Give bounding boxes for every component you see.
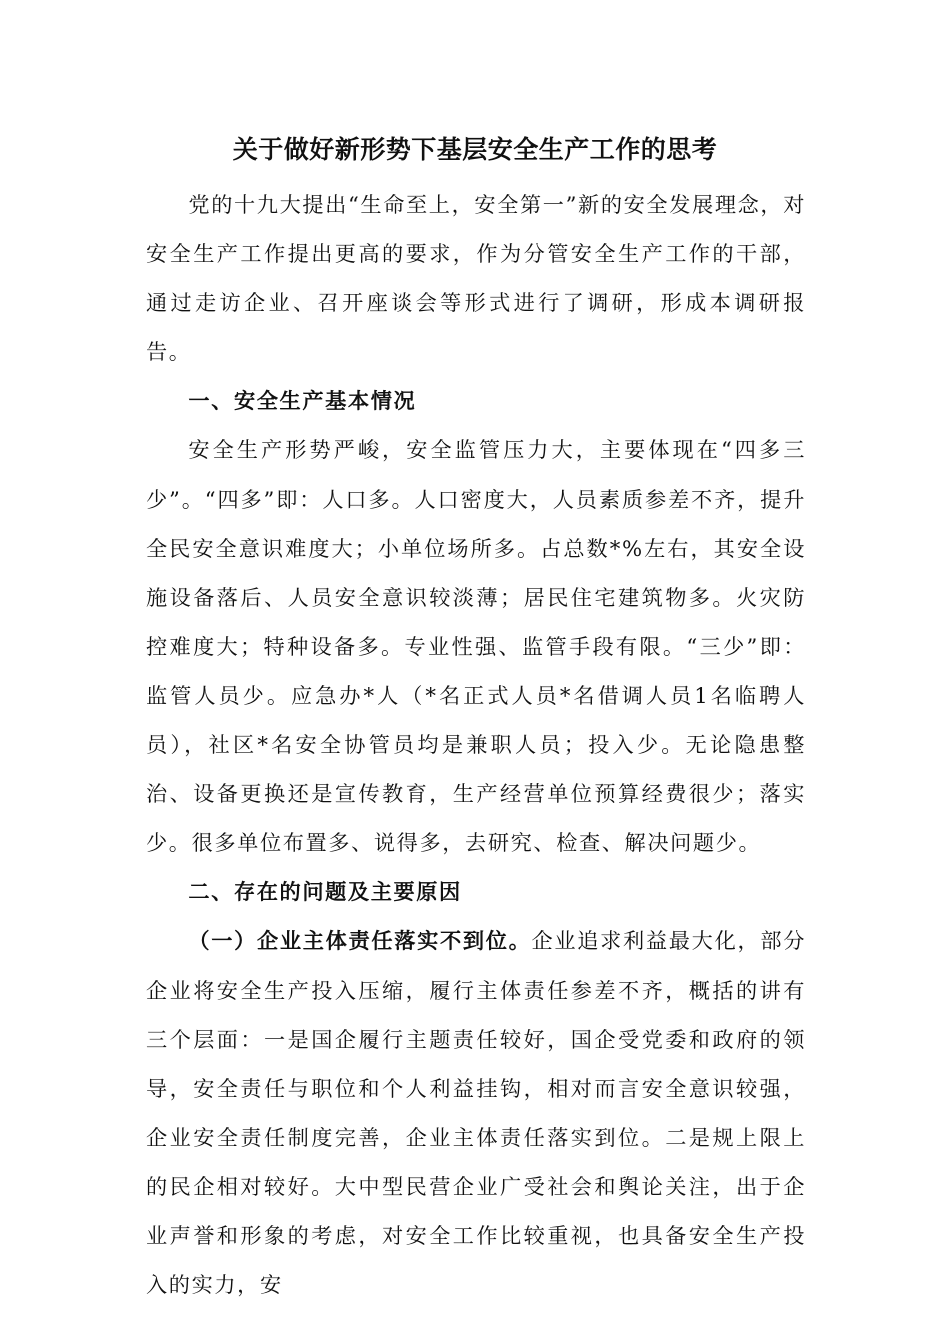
section-1-paragraph: 安全生产形势严峻，安全监管压力大，主要体现在“四多三少”。“四多”即：人口多。人口密度大，人员素质参差不齐，提升全民安全意识难度大；小单位场所多。占总数*%左右，其安全设施设备落后、人员安全意识较淡薄；居民住宅建筑物多。火灾防控难度大；特种设备多。专业性强、监管手段有限。“三少”即：监管人员少。应急办*人（*名正式人员*名借调人员1名临聘人员），社区*名安全协管员均是兼职人员；投入少。无论隐患整治、设备更换还是宣传教育，生产经营单位预算经费很少；落实少。很多单位布置多、说得多，去研究、检查、解决问题少。 — [146, 437, 806, 856]
intro-paragraph: 党的十九大提出“生命至上，安全第一”新的安全发展理念，对安全生产工作提出更高的要求，作为分管安全生产工作的干部，通过走访企业、召开座谈会等形式进行了调研，形成本调研报告。 — [146, 192, 806, 365]
subsection-1-lead: （一）企业主体责任落实不到位。 — [188, 928, 532, 954]
section-2-subsection-1 — [146, 916, 806, 1309]
section-2-heading: 二、存在的问题及主要原因 — [188, 879, 462, 905]
section-1-heading: 一、安全生产基本情况 — [188, 388, 417, 414]
subsection-1-text: 企业追求利益最大化，部分企业将安全生产投入压缩，履行主体责任参差不齐，概括的讲有三个层面：一是国企履行主题责任较好，国企受党委和政府的领导，安全责任与职位和个人利益挂钩，相对而言安全意识较强，企业安全责任制度完善，企业主体责任落实到位。二是规上限上的民企相对较好。大中型民营企业广受社会和舆论关注，出于企业声誉和形象的考虑，对安全工作比较重视，也具备安全生产投入的实力，安 — [146, 928, 806, 1298]
document-title: 关于做好新形势下基层安全生产工作的思考 — [232, 135, 718, 164]
document-body — [146, 180, 806, 1309]
